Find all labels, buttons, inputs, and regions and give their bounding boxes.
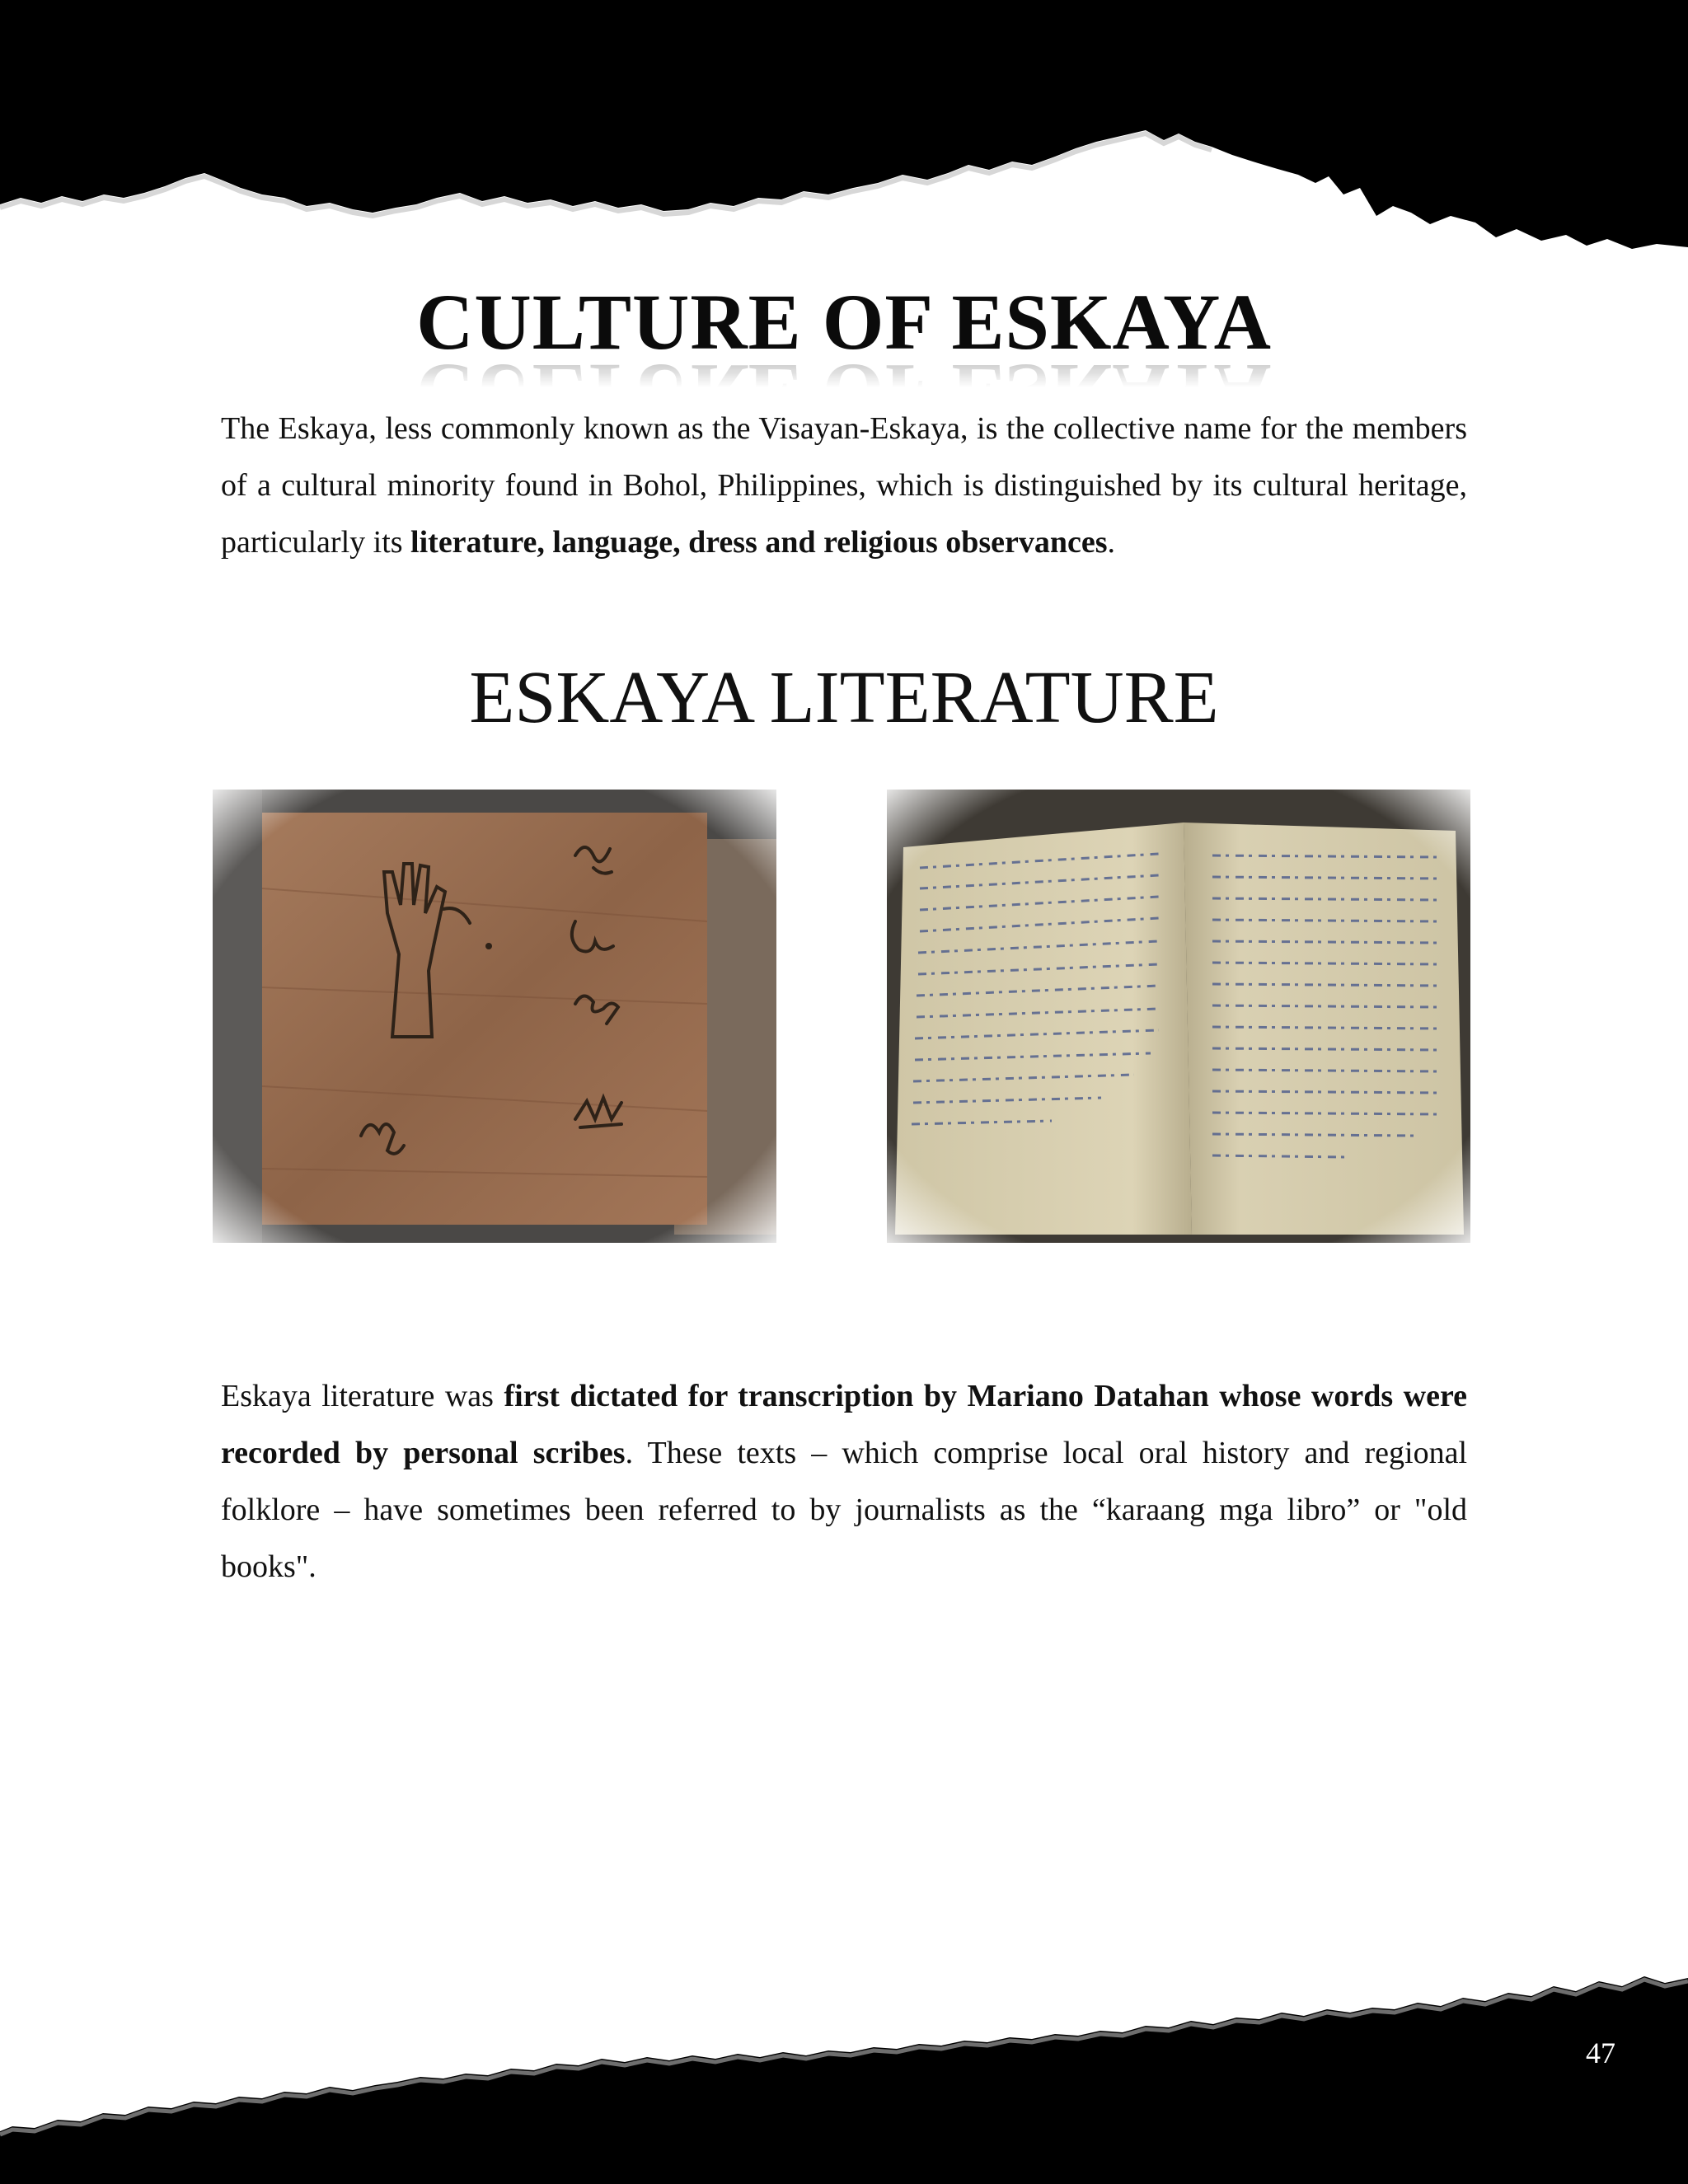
literature-paragraph [221,1368,1467,1596]
intro-text: The Eskaya, less commonly known as the Visayan-Eskaya, is the collective name for the members of a cultural minority found in Bohol, Philippines, which is distinguished by its cultural heritage, particularly its [221,411,1467,560]
intro-bold-text: literature, language, dress and religious observances [410,525,1108,560]
literature-text-end: . These texts – which comprise local oral history and regional folklore – have sometimes been referred to by journalists as the “karaang mga libro” or "old books". [221,1436,1467,1584]
intro-paragraph [221,401,1467,571]
literature-bold-text: first dictated for transcription by Mariano Datahan whose words were recorded by personal scribes [221,1379,1468,1470]
carved-tablet-photo [213,790,776,1243]
literature-text: Eskaya literature was [221,1379,504,1413]
torn-paper-top [0,0,1688,264]
torn-paper-bottom [0,1961,1688,2184]
intro-text-end: . [1107,525,1116,560]
page-title: CULTURE OF ESKAYA [416,278,1272,366]
page-number: 47 [1586,2036,1615,2069]
manuscript-book-photo [887,790,1470,1243]
section-title: ESKAYA LITERATURE [469,657,1219,738]
